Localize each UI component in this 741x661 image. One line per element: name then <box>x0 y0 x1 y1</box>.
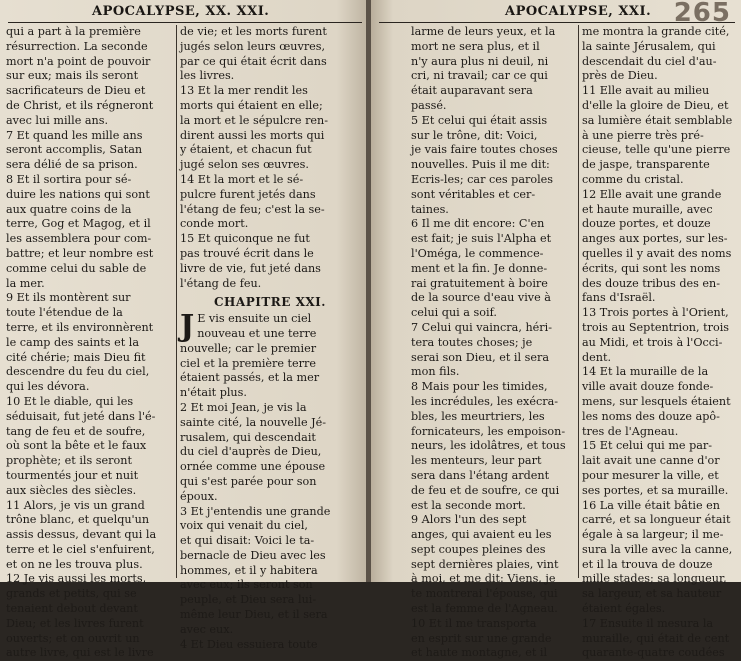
text-line: les noms des douze apô- <box>582 409 720 423</box>
text-line: larme de leurs yeux, et la <box>411 25 556 38</box>
text-line: ville avait douze fonde- <box>582 380 714 394</box>
text-line: grands et petits, qui se <box>6 587 137 601</box>
text-line: tourmentés jour et nuit <box>6 468 139 482</box>
text-line: morts qui étaient en elle; <box>180 98 323 112</box>
text-line: lait avait une canne d'or <box>582 454 720 468</box>
text-line: 12 Elle avait une grande <box>582 187 722 201</box>
text-line: prophète; et ils seront <box>6 454 132 468</box>
text-line: à moi, et me dit: Viens, je <box>411 572 556 586</box>
text-line: cieuse, telle qu'une pierre <box>582 143 731 157</box>
text-line: résurrection. La seconde <box>6 39 148 53</box>
text-line: tenaient debout devant <box>6 602 138 616</box>
text-line: jugés selon leurs œuvres, <box>180 39 326 53</box>
text-line: sera délié de sa prison. <box>6 158 138 172</box>
text-line: fornicateurs, les empoison- <box>411 424 566 438</box>
text-line: hommes, et il y habitera <box>180 563 318 577</box>
text-line: 8 Mais pour les timides, <box>411 380 548 394</box>
text-line: la mer. <box>6 276 45 290</box>
text-line: qui s'est parée pour son <box>180 474 317 488</box>
text-line: ornée comme une épouse <box>180 460 326 474</box>
text-line: la sainte Jérusalem, qui <box>582 39 716 53</box>
text-line: bles, les meurtriers, les <box>411 409 545 423</box>
text-line: sacrificateurs de Dieu et <box>6 84 146 98</box>
text-line: 6 Il me dit encore: C'en <box>411 217 545 231</box>
text-line: rai gratuitement à boire <box>411 276 548 290</box>
text-line: 13 Et la mer rendit les <box>180 84 308 98</box>
text-line: serai son Dieu, et il sera <box>411 350 550 364</box>
chapter-heading: CHAPITRE XXI. <box>214 295 326 310</box>
text-line: livre de vie, fut jeté dans <box>180 261 321 275</box>
text-line: la mort et le sépulcre ren- <box>180 113 329 127</box>
text-line: sura la ville avec la canne, <box>582 542 733 556</box>
col2-top-text <box>180 25 360 291</box>
text-line: descendre du feu du ciel, <box>6 365 150 379</box>
text-line: 14 Et la mort et le sé- <box>180 172 304 186</box>
text-line: 7 Et quand les mille ans <box>6 128 143 142</box>
text-line: passé. <box>411 98 447 112</box>
left-column-1 <box>6 25 172 660</box>
text-line: conde mort. <box>180 217 249 231</box>
text-line: 15 Et quiconque ne fut <box>180 232 310 246</box>
text-line: ouverts; et on ouvrit un <box>6 631 140 645</box>
text-line: les menteurs, leur part <box>411 454 542 468</box>
text-line: 5 Et celui qui était assis <box>411 113 548 127</box>
text-line: comme du cristal. <box>582 172 684 186</box>
text-line: tres de l'Agneau. <box>582 424 679 438</box>
text-line: 3 Et j'entendis une grande <box>180 504 331 518</box>
text-line: 13 Trois portes à l'Orient, <box>582 306 729 320</box>
text-line: 11 Alors, je vis un grand <box>6 498 145 512</box>
text-line: 7 Celui qui vaincra, héri- <box>411 320 552 334</box>
left-header-rule <box>8 22 362 23</box>
text-line: descendait du ciel d'au- <box>582 54 717 68</box>
text-line: comme celui du sable de <box>6 261 147 275</box>
text-line: à une pierre très pré- <box>582 128 704 142</box>
text-line: même leur Dieu, et il sera <box>180 608 328 622</box>
text-line: mon fils. <box>411 365 460 379</box>
text-line: qui les dévora. <box>6 380 90 394</box>
text-line: et haute montagne, et il <box>411 646 548 660</box>
text-line: sept dernières plaies, vint <box>411 557 559 571</box>
text-line: tang de feu et de soufre, <box>6 424 146 438</box>
text-line: celui qui a soif. <box>411 306 497 320</box>
text-line: 12 Je vis aussi les morts, <box>6 572 147 586</box>
text-line: étaient égales. <box>582 602 666 616</box>
right-column-divider <box>578 25 579 578</box>
text-line: 2 Et moi Jean, je vis la <box>180 400 307 414</box>
text-line: mille stades; sa longueur, <box>582 572 727 586</box>
left-page <box>0 0 366 660</box>
text-line: en esprit sur une grande <box>411 631 552 645</box>
text-line: les incrédules, les exécra- <box>411 394 559 408</box>
text-line: égale à sa largeur; il me- <box>582 528 724 542</box>
text-line: tera toutes choses; je <box>411 335 533 349</box>
text-line: Ecris-les; car ces paroles <box>411 172 554 186</box>
text-line: me montra la grande cité, <box>582 25 730 38</box>
text-line: où sont la bête et le faux <box>6 439 147 453</box>
text-line: y étaient, et chacun fut <box>180 143 312 157</box>
text-line: 9 Alors l'un des sept <box>411 513 527 527</box>
text-line: dent. <box>582 350 612 364</box>
text-line: et il la trouva de douze <box>582 557 713 571</box>
text-line: l'Oméga, le commence- <box>411 246 544 260</box>
text-line: séduisait, fut jeté dans l'é- <box>6 409 156 423</box>
text-line: nouvelles. Puis il me dit: <box>411 158 550 172</box>
text-line: les assemblera pour com- <box>6 232 152 246</box>
text-line: de Christ, et ils régneront <box>6 98 154 112</box>
text-line: anges aux portes, sur les- <box>582 232 728 246</box>
text-line: sept coupes pleines des <box>411 542 546 556</box>
text-line: neurs, les idolâtres, et tous <box>411 439 566 453</box>
text-line: aux siècles des siècles. <box>6 483 137 497</box>
text-line: Dieu; et les livres furent <box>6 616 144 630</box>
text-line: sa largeur, et sa hauteur <box>582 587 722 601</box>
text-line: ment et la fin. Je donne- <box>411 261 548 275</box>
text-line: toute l'étendue de la <box>6 306 123 320</box>
right-column-1 <box>411 25 575 660</box>
text-line: l'étang de feu. <box>180 276 262 290</box>
text-line: de la source d'eau vive à <box>411 291 551 305</box>
text-line: pulcre furent jetés dans <box>180 187 316 201</box>
text-line: nouvelle; car le premier <box>180 341 317 355</box>
text-line: pas trouvé écrit dans le <box>180 246 314 260</box>
text-line: te montrerai l'épouse, qui <box>411 587 558 601</box>
text-line: bernacle de Dieu avec les <box>180 548 326 562</box>
text-line: mort ne sera plus, et il <box>411 39 540 53</box>
text-line: était auparavant sera <box>411 84 533 98</box>
text-line: est la seconde mort. <box>411 498 526 512</box>
text-line: aux quatre coins de la <box>6 202 132 216</box>
text-line: quelles il y avait des noms <box>582 246 732 260</box>
text-line: sainte cité, la nouvelle Jé- <box>180 415 327 429</box>
text-line: trône blanc, et quelqu'un <box>6 513 150 527</box>
text-line: n'était plus. <box>180 386 247 400</box>
text-line: qui a part à la première <box>6 25 141 38</box>
text-line: de jaspe, transparente <box>582 158 710 172</box>
right-header-rule <box>379 22 735 23</box>
text-line: sur le trône, dit: Voici, <box>411 128 538 142</box>
text-line: et qui disait: Voici le ta- <box>180 534 315 548</box>
text-line: 16 La ville était bâtie en <box>582 498 721 512</box>
text-line: anges, qui avaient eu les <box>411 528 552 542</box>
text-line: duire les nations qui sont <box>6 187 150 201</box>
left-running-header: APOCALYPSE, XX. XXI. <box>92 4 270 19</box>
text-line: est fait; je suis l'Alpha et <box>411 232 552 246</box>
text-line: 4 Et Dieu essuiera toute <box>180 637 318 651</box>
text-line: ciel et la première terre <box>180 356 316 370</box>
text-line: sur eux; mais ils seront <box>6 69 139 83</box>
text-line: le camp des saints et la <box>6 335 140 349</box>
text-line: avec eux. <box>180 622 234 636</box>
text-line: mort n'a point de pouvoir <box>6 54 151 68</box>
text-line: fans d'Israël. <box>582 291 656 305</box>
text-line: et on ne les trouva plus. <box>6 557 143 571</box>
text-line: 11 Elle avait au milieu <box>582 84 710 98</box>
dropcap-lines <box>180 309 360 356</box>
chapter-opening <box>180 309 360 356</box>
text-line: taines. <box>411 202 449 216</box>
text-line: E vis ensuite un ciel <box>197 312 312 326</box>
text-line: près de Dieu. <box>582 69 658 83</box>
text-line: 9 Et ils montèrent sur <box>6 291 131 305</box>
text-line: d'elle la gloire de Dieu, et <box>582 98 729 112</box>
text-line: n'y aura plus ni deuil, ni <box>411 54 549 68</box>
text-line: voix qui venait du ciel, <box>180 519 308 533</box>
text-line: battre; et leur nombre est <box>6 246 154 260</box>
text-line: 10 Et il me transporta <box>411 616 537 630</box>
text-line: de vie; et les morts furent <box>180 25 327 38</box>
text-line: autre livre, qui est le livre <box>6 646 154 660</box>
text-line: rusalem, qui descendait <box>180 430 316 444</box>
text-line: muraille, qui était de cent <box>582 631 730 645</box>
text-line: assis dessus, devant qui la <box>6 528 157 542</box>
text-line: les livres. <box>180 69 235 83</box>
right-running-header: APOCALYPSE, XXI. <box>505 4 652 19</box>
text-line: 14 Et la muraille de la <box>582 365 709 379</box>
left-column-divider <box>176 25 177 578</box>
text-line: je vais faire toutes choses <box>411 143 558 157</box>
text-line: est la femme de l'Agneau. <box>411 602 558 616</box>
text-line: ses portes, et sa muraille. <box>582 483 729 497</box>
text-line: pour mesurer la ville, et <box>582 468 719 482</box>
text-line: sa lumière était semblable <box>582 113 733 127</box>
col2-bottom-text <box>180 357 360 653</box>
text-line: l'étang de feu; c'est la se- <box>180 202 325 216</box>
text-line: 15 Et celui qui me par- <box>582 439 713 453</box>
text-line: seront accomplis, Satan <box>6 143 143 157</box>
text-line: et haute muraille, avec <box>582 202 713 216</box>
text-line: écrits, qui sont les noms <box>582 261 721 275</box>
text-line: dirent aussi les morts qui <box>180 128 325 142</box>
text-line: sera dans l'étang ardent <box>411 468 550 482</box>
text-line: cité chérie; mais Dieu fit <box>6 350 146 364</box>
text-line: terre et le ciel s'enfuirent, <box>6 542 155 556</box>
text-line: peuple, et Dieu sera lui- <box>180 593 317 607</box>
text-line: du ciel d'auprès de Dieu, <box>180 445 322 459</box>
text-line: quarante-quatre coudées <box>582 646 725 660</box>
right-column-2 <box>582 25 736 660</box>
text-line: sont véritables et cer- <box>411 187 536 201</box>
text-line: étaient passés, et la mer <box>180 371 320 385</box>
handwritten-page-number: 265 <box>673 0 731 28</box>
left-column-2 <box>180 25 360 651</box>
text-line: douze portes, et douze <box>582 217 711 231</box>
text-line: 8 Et il sortira pour sé- <box>6 172 132 186</box>
text-line: mens, sur lesquels étaient <box>582 394 731 408</box>
text-line: terre, Gog et Magog, et il <box>6 217 151 231</box>
text-line: terre, et ils environnèrent <box>6 320 154 334</box>
text-line: 10 Et le diable, qui les <box>6 394 134 408</box>
text-line: au Midi, et trois à l'Occi- <box>582 335 723 349</box>
text-line: 17 Ensuite il mesura la <box>582 616 714 630</box>
text-line: par ce qui était écrit dans <box>180 54 327 68</box>
text-line: des douze tribus des en- <box>582 276 721 290</box>
text-line: de feu et de soufre, ce qui <box>411 483 560 497</box>
text-line: carré, et sa longueur était <box>582 513 731 527</box>
text-line: nouveau et une terre <box>197 326 317 340</box>
text-line: jugé selon ses œuvres. <box>180 158 309 172</box>
drop-cap: J <box>180 309 195 345</box>
text-line: avec lui mille ans. <box>6 113 109 127</box>
text-line: époux. <box>180 489 218 503</box>
text-line: avec eux; ils seront son <box>180 578 313 592</box>
text-line: trois au Septentrion, trois <box>582 320 730 334</box>
text-line: cri, ni travail; car ce qui <box>411 69 548 83</box>
right-page <box>371 0 741 660</box>
